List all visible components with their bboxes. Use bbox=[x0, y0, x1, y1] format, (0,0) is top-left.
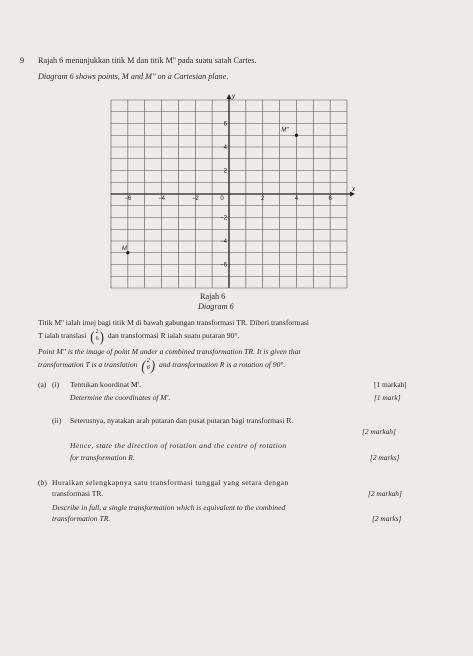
part-b-english-2: transformation TR. bbox=[52, 514, 111, 523]
description-line-4-end: and transformation R is a rotation of 90°. bbox=[158, 359, 286, 369]
y-tick-label: 4 bbox=[223, 145, 227, 151]
part-b-malay-2: transformasi TR. bbox=[52, 489, 104, 498]
y-tick-label: −6 bbox=[220, 262, 227, 269]
question-intro-malay: Rajah 6 menunjukkan titik M dan titik M'' pada suatu satah Cartes. bbox=[38, 56, 257, 65]
part-a-ii-malay: Seterusnya, nyatakan arah putaran dan pusat putaran bagi transformasi R. bbox=[70, 416, 294, 425]
translation-top-en: 2 bbox=[146, 358, 150, 364]
part-b-english-1: Describe in full, a single transformation which is equivalent to the combined bbox=[52, 503, 286, 512]
y-axis-label: y bbox=[232, 94, 235, 100]
x-tick-label: 0 bbox=[220, 196, 224, 202]
part-a-i-marks-malay: [1 markah] bbox=[374, 380, 407, 389]
description-line-4-start: transformation T is a translation bbox=[38, 359, 138, 369]
diagram-label-english: Diagram 6 bbox=[198, 302, 234, 311]
y-tick-label: −4 bbox=[220, 239, 227, 245]
description-line-1: Titik M'' ialah imej bagi titik M di bawah gabungan transformasi TR. Diberi transformasi bbox=[38, 318, 310, 327]
x-tick-label: −4 bbox=[158, 196, 165, 202]
x-axis-label: x bbox=[352, 187, 355, 193]
translation-bottom: 6 bbox=[95, 336, 99, 342]
part-b-marks-malay: [2 markah] bbox=[368, 489, 402, 498]
y-tick-label: 2 bbox=[223, 168, 227, 175]
description-line-2 bbox=[38, 329, 239, 343]
x-tick-label: 6 bbox=[328, 196, 332, 202]
y-axis-arrow bbox=[227, 94, 232, 99]
part-a-ii-english-2: for transformation R. bbox=[70, 453, 135, 462]
description-line-3: Point M'' is the image of point M under a combined transformation TR. It is given that bbox=[38, 347, 301, 356]
cartesian-plane bbox=[0, 0, 473, 300]
part-a-ii-english-1: Hence, state the direction of rotation and the centre of rotation bbox=[70, 441, 287, 450]
point-M2-label: M'' bbox=[281, 127, 289, 134]
part-a-i-malay: Tentukan koordinat M'. bbox=[70, 380, 142, 389]
x-tick-label: −2 bbox=[191, 196, 199, 202]
translation-bottom-en: 6 bbox=[146, 365, 150, 371]
diagram-label-malay: Rajah 6 bbox=[200, 292, 226, 301]
description-line-4 bbox=[38, 358, 285, 372]
part-b-malay-1: Huraikan selengkapnya satu transformasi tunggal yang setara dengan bbox=[52, 478, 289, 487]
x-tick-label: −6 bbox=[124, 196, 132, 202]
question-intro-english: Diagram 6 shows points, M and M'' on a Cartesian plane. bbox=[38, 72, 229, 81]
x-tick-label: 4 bbox=[294, 196, 299, 202]
part-a-ii-marks-english: [2 marks] bbox=[370, 453, 400, 462]
part-a-i-label: (i) bbox=[52, 380, 60, 389]
y-tick-label: 6 bbox=[223, 121, 227, 128]
y-tick-label: −2 bbox=[220, 215, 227, 222]
translation-vector-en: ( 2 6 ) bbox=[141, 356, 156, 374]
points bbox=[122, 127, 298, 254]
part-a-ii-label: (ii) bbox=[52, 416, 62, 425]
description-line-2-end: dan transformasi R ialah suatu putaran 90°. bbox=[107, 330, 240, 340]
part-a-ii-marks-malay: [2 markah] bbox=[362, 427, 396, 436]
part-a-i-marks-english: [1 mark] bbox=[374, 393, 401, 402]
translation-top: 2 bbox=[95, 329, 99, 335]
point-M-label: M bbox=[121, 245, 127, 252]
description-line-2-start: T ialah translasi bbox=[38, 330, 87, 340]
question-number: 9 bbox=[20, 56, 25, 65]
axes bbox=[111, 94, 356, 288]
part-a-label: (a) bbox=[38, 380, 47, 389]
translation-vector: ( 2 6 ) bbox=[90, 327, 104, 345]
part-b-label: (b) bbox=[38, 478, 47, 487]
point-M2-marker bbox=[295, 134, 298, 137]
part-a-i-english: Determine the coordinates of M'. bbox=[70, 393, 171, 402]
part-b-marks-english: [2 marks] bbox=[372, 514, 402, 523]
x-tick-label: 2 bbox=[261, 196, 265, 202]
